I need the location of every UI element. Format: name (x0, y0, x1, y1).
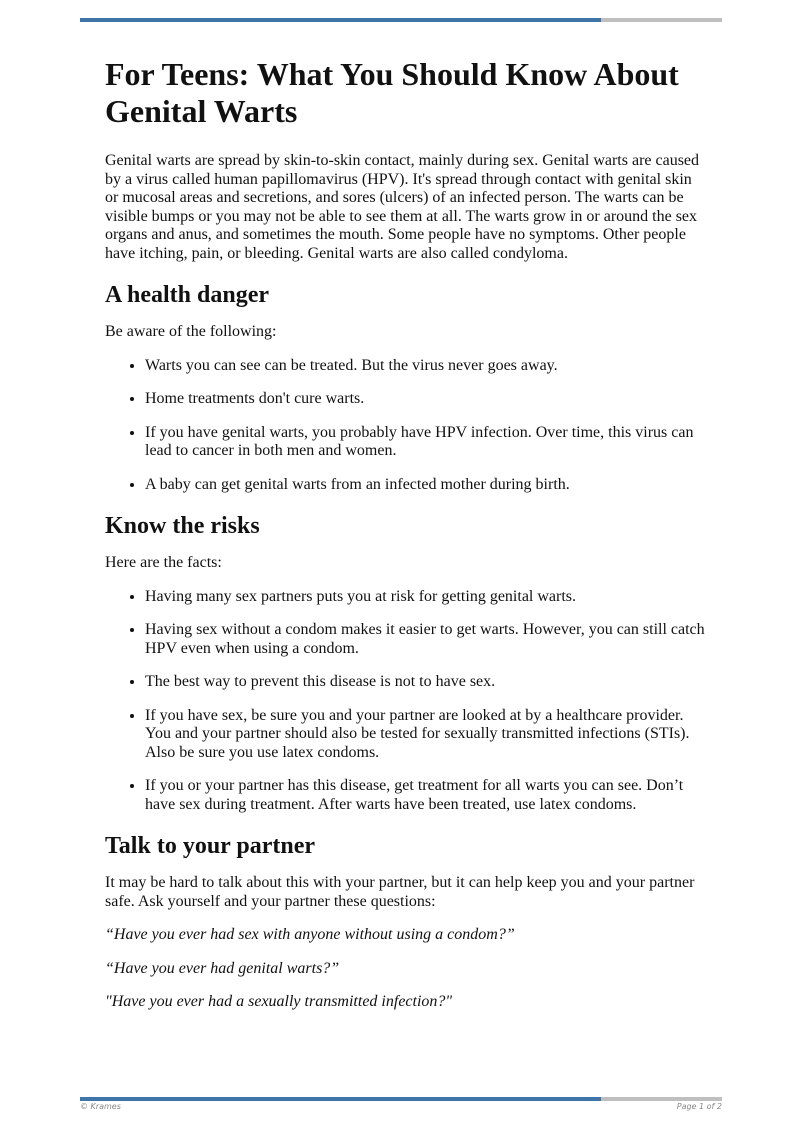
list-item: • Having many sex partners puts you at risk for getting genital warts. (145, 588, 705, 607)
section-heading: A health danger (105, 282, 270, 308)
list-item: • If you have sex, be sure you and your partner are looked at by a healthcare provider. You and your partner should also be tested for sexually transmitted infections (STIs). Also be sure you use latex condoms. (145, 707, 705, 763)
list-item: • If you or your partner has this disease, get treatment for all warts you can see. Don’t have sex during treatment. After warts have been treated, use latex condoms. (145, 777, 705, 814)
document-title: For Teens: What You Should Know About Genital Warts (105, 56, 679, 129)
section-talk-to-partner (105, 832, 705, 1012)
question-quote: “Have you ever had sex with anyone without using a condom?” (105, 926, 515, 943)
header-progress-bar (80, 18, 722, 22)
section-heading: Know the risks (105, 513, 260, 539)
list-item: • Home treatments don't cure warts. (145, 390, 705, 409)
question-quote: “Have you ever had genital warts?” (105, 959, 340, 977)
header-bar-track (601, 18, 722, 22)
bullet-list (105, 357, 705, 495)
section-lead: Be aware of the following: (105, 323, 277, 340)
section-lead: It may be hard to talk about this with your partner, but it can help keep you and your partner safe. Ask yourself and your partner these questions: (105, 874, 695, 910)
intro-paragraph: Genital warts are spread by skin-to-skin contact, mainly during sex. Genital warts are caused by a virus called human papillomavirus (HPV). It's spread through contact with genital skin or mucosal areas and secretions, and sores (ulcers) of an infected person. The warts can be visible bumps or you may not be able to see them at all. The warts grow in or around the sex organs and anus, and sometimes the mouth. Some people have no symptoms. Other people have itching, pain, or bleeding. Genital warts are also called condyloma. (105, 152, 700, 262)
section-know-the-risks (105, 512, 705, 814)
header-bar-accent (80, 18, 601, 22)
question-quote: "Have you ever had a sexually transmitted infection?" (105, 993, 453, 1010)
section-lead: Here are the facts: (105, 554, 222, 571)
list-item: • If you have genital warts, you probably have HPV infection. Over time, this virus can lead to cancer in both men and women. (145, 424, 705, 461)
document-body (105, 56, 705, 1027)
list-item: • Warts you can see can be treated. But the virus never goes away. (145, 357, 705, 376)
footer-bar-track (601, 1097, 722, 1101)
list-item: • A baby can get genital warts from an infected mother during birth. (145, 476, 705, 495)
footer-copyright: © Krames (80, 1102, 121, 1111)
footer-page-number: Page 1 of 2 (676, 1102, 722, 1111)
list-item: • Having sex without a condom makes it easier to get warts. However, you can still catch HPV even when using a condom. (145, 621, 705, 658)
section-health-danger (105, 281, 705, 494)
bullet-list (105, 588, 705, 815)
footer-progress-bar (80, 1097, 722, 1101)
list-item: • The best way to prevent this disease is not to have sex. (145, 673, 705, 692)
section-heading: Talk to your partner (105, 833, 316, 859)
footer-bar-accent (80, 1097, 601, 1101)
